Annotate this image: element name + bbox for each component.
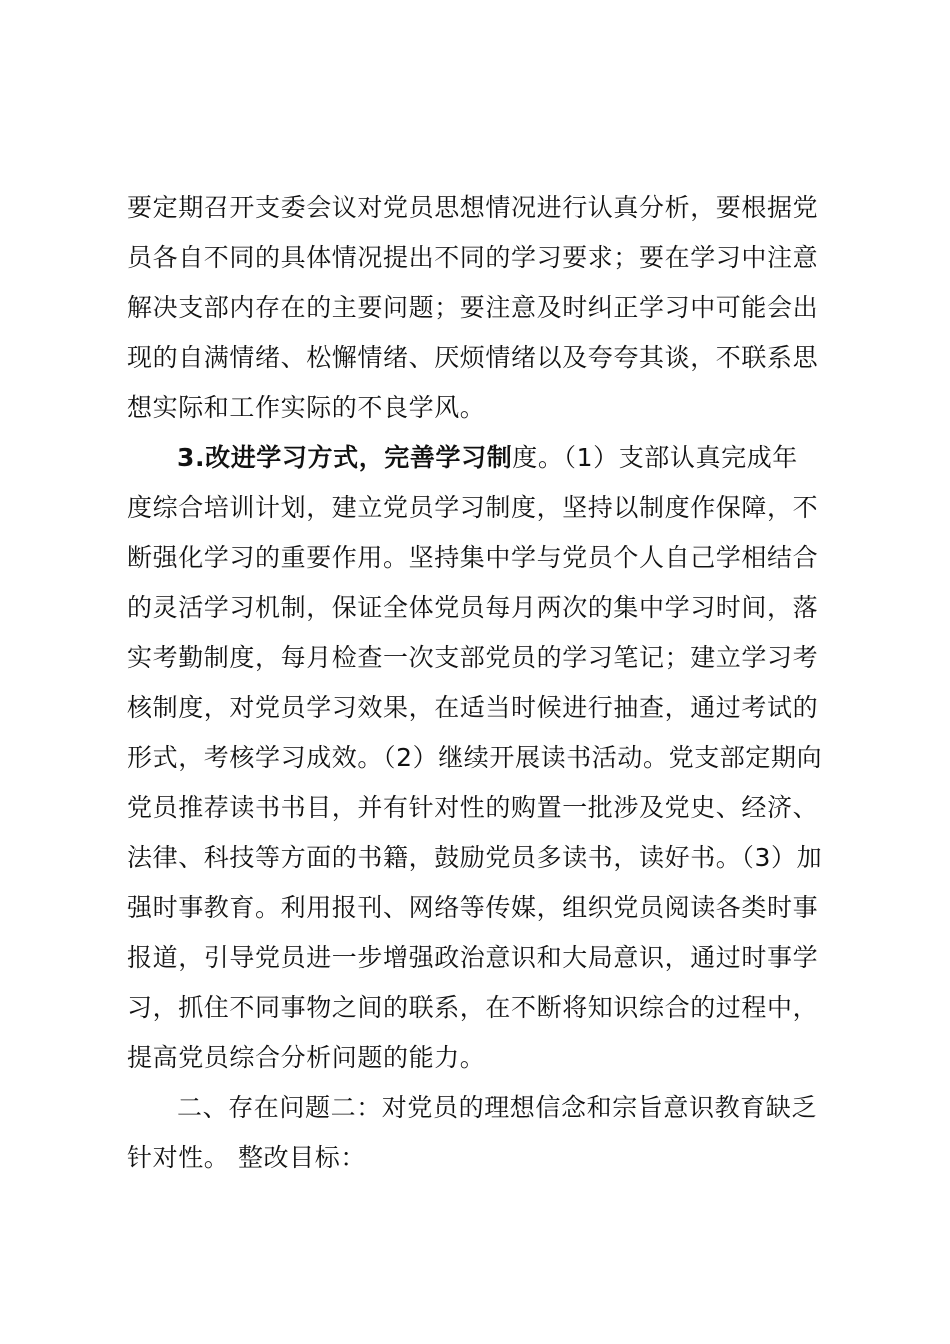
paragraph-1-line-5: 想实际和工作实际的不良学风。 [127, 393, 486, 422]
paragraph-2-line-10: 强时事教育。利用报刊、网络等传媒，组织党员阅读各类时事 [127, 893, 819, 922]
paragraph-2-line-12: 习，抓住不同事物之间的联系，在不断将知识综合的过程中， [127, 993, 819, 1022]
paragraph-2-line-2: 度综合培训计划，建立党员学习制度，坚持以制度作保障，不 [127, 493, 819, 522]
paragraph-1-line-1: 要定期召开支委会议对党员思想情况进行认真分析，要根据党 [127, 193, 819, 222]
section-heading: 3.改进学习方式，完善学习制 [177, 443, 513, 472]
paragraph-2-line-3: 断强化学习的重要作用。坚持集中学与党员个人自己学相结合 [127, 543, 819, 572]
paragraph-2-line-5: 实考勤制度，每月检查一次支部党员的学习笔记；建立学习考 [127, 643, 819, 672]
paragraph-1-line-2: 员各自不同的具体情况提出不同的学习要求；要在学习中注意 [127, 243, 819, 272]
paragraph-3-line-2: 针对性。 整改目标： [127, 1143, 366, 1172]
paragraph-2-line-7: 形式，考核学习成效。（2）继续开展读书活动。党支部定期向 [127, 743, 823, 772]
paragraph-3-line-1: 二、存在问题二：对党员的理想信念和宗旨意识教育缺乏 [177, 1093, 818, 1122]
paragraph-2-line-8: 党员推荐读书书目，并有针对性的购置一批涉及党史、经济、 [127, 793, 819, 822]
paragraph-1-line-3: 解决支部内存在的主要问题；要注意及时纠正学习中可能会出 [127, 293, 819, 322]
paragraph-2-line-9: 法律、科技等方面的书籍，鼓励党员多读书，读好书。（3）加 [127, 843, 823, 872]
paragraph-2-line-1-rest: 度。（1）支部认真完成年 [512, 443, 798, 472]
paragraph-2-line-11: 报道，引导党员进一步增强政治意识和大局意识，通过时事学 [127, 943, 819, 972]
paragraph-2-line-13: 提高党员综合分析问题的能力。 [127, 1043, 486, 1072]
paragraph-2-line-6: 核制度，对党员学习效果，在适当时候进行抽查，通过考试的 [127, 693, 819, 722]
paragraph-2-line-4: 的灵活学习机制，保证全体党员每月两次的集中学习时间，落 [127, 593, 819, 622]
paragraph-2-line-1 [177, 443, 798, 473]
paragraph-1-line-4: 现的自满情绪、松懈情绪、厌烦情绪以及夸夸其谈，不联系思 [127, 343, 819, 372]
